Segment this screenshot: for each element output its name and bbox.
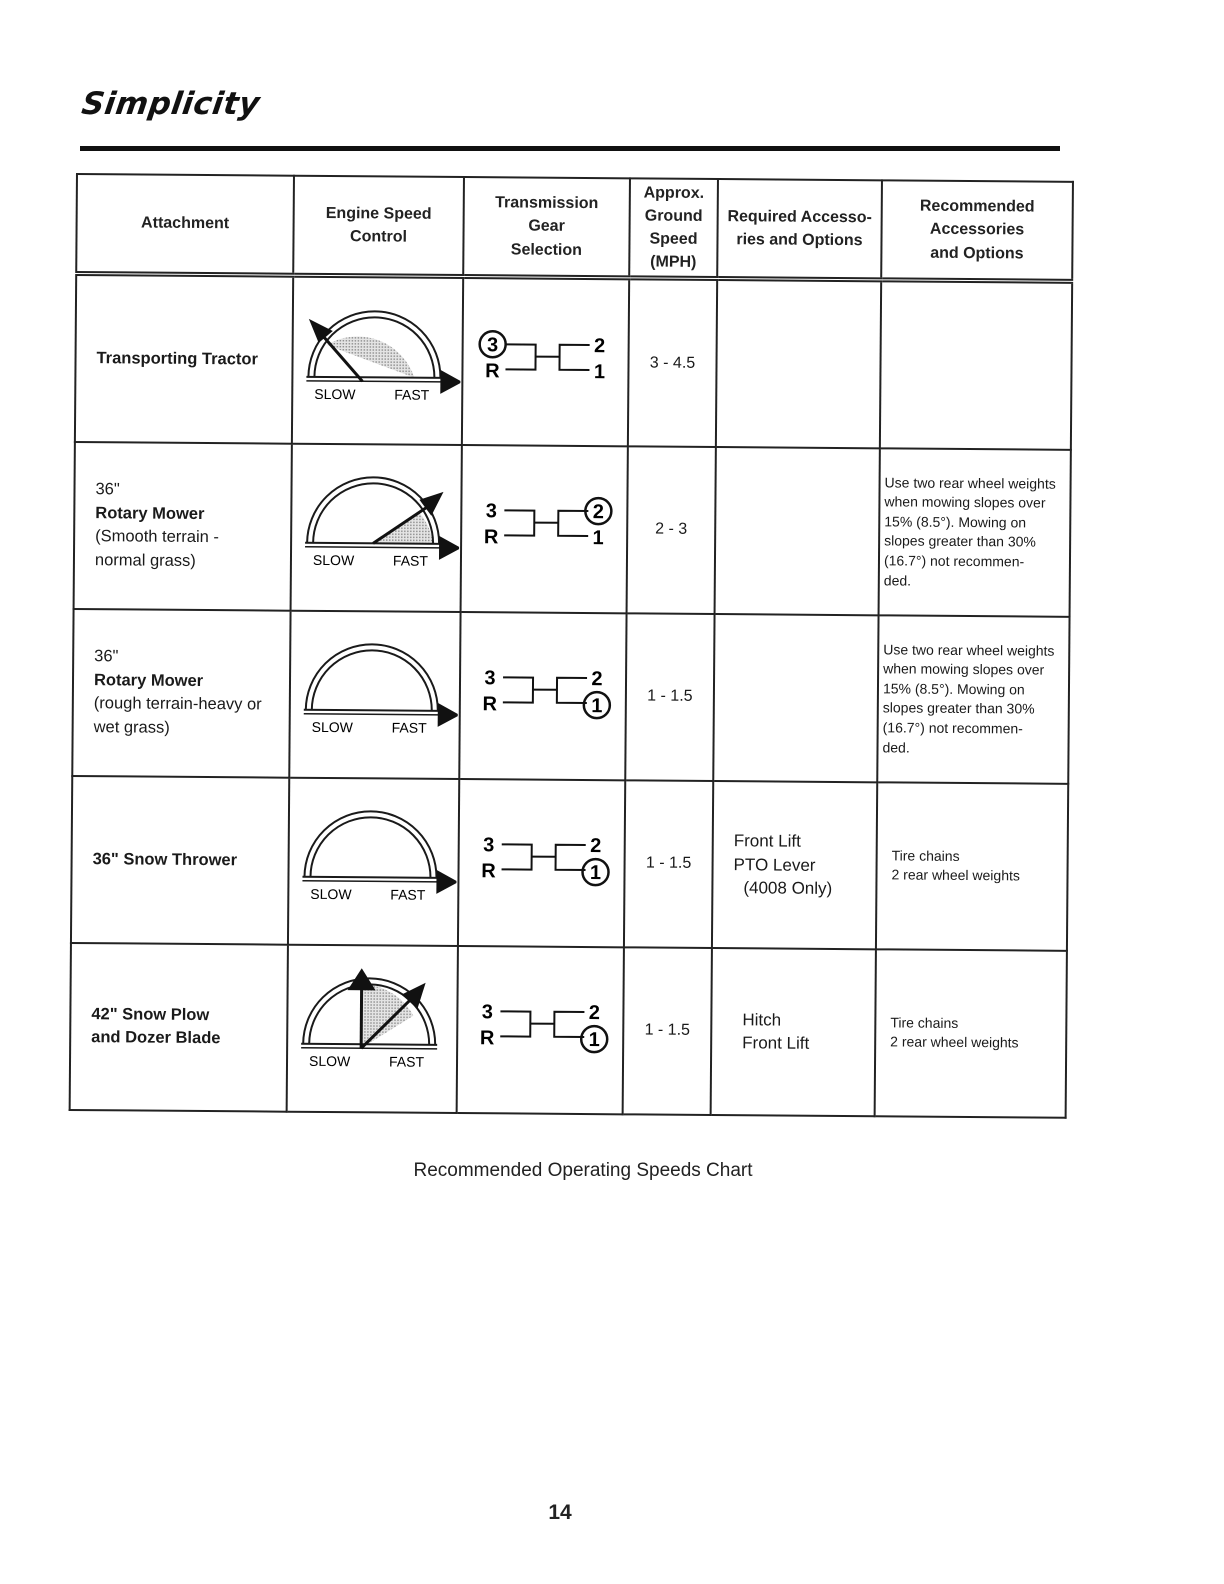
chart-caption: Recommended Operating Speeds Chart [413, 1160, 753, 1181]
table-row [72, 609, 1069, 784]
recommended-accessories-cell: Tire chains 2 rear wheel weights [875, 949, 1067, 1118]
attachment-cell: 36" Rotary Mower (Smooth terrain - normal grass) [74, 442, 292, 611]
page-number: 14 [548, 1501, 572, 1524]
required-accessories-cell [713, 614, 878, 782]
svg-text:FAST: FAST [388, 1053, 425, 1071]
required-accessories-cell: Hitch Front Lift [711, 948, 876, 1116]
recommended-accessories-cell [880, 280, 1072, 450]
svg-text:SLOW: SLOW [314, 385, 356, 402]
svg-text:FAST: FAST [390, 886, 426, 904]
svg-text:3: 3 [481, 1001, 494, 1024]
recommended-accessories-cell: Use two rear wheel weights when mowing slopes over 15% (8.5°). Mowing on slopes greater than 30% (16.7°) not recommen- ded. [879, 448, 1071, 616]
svg-text:2: 2 [594, 334, 606, 357]
svg-text:1: 1 [591, 695, 603, 718]
svg-text:3: 3 [487, 333, 499, 356]
gear-shift-diagram [462, 277, 629, 447]
svg-text:R: R [485, 359, 500, 382]
svg-text:3: 3 [484, 667, 496, 690]
gear-shift-diagram [461, 445, 628, 613]
gear-shift-diagram [458, 779, 625, 947]
ground-speed-cell: 1 - 1.5 [623, 947, 712, 1115]
attachment-cell: Transporting Tractor [75, 274, 293, 444]
header-row [76, 174, 1073, 281]
svg-text:SLOW: SLOW [308, 1053, 351, 1070]
attachment-cell: 36" Snow Thrower [71, 776, 289, 945]
svg-text:R: R [483, 526, 499, 549]
svg-text:2: 2 [590, 835, 602, 858]
ground-speed-cell: 1 - 1.5 [624, 780, 713, 948]
svg-text:FAST: FAST [391, 719, 427, 737]
header-attachment: Attachment [76, 174, 294, 275]
required-accessories-cell [716, 279, 881, 449]
header-gear-selection: Transmission Gear Selection [463, 177, 630, 278]
operating-speeds-table [69, 173, 1074, 1119]
recommended-accessories-cell: Use two rear wheel weights when mowing slopes over 15% (8.5°). Mowing on slopes greater than 30% (16.7°) not recommen- ded. [877, 615, 1069, 783]
svg-text:R: R [482, 693, 498, 716]
svg-text:R: R [479, 1027, 495, 1050]
header-ground-speed: Approx. Ground Speed (MPH) [629, 178, 718, 278]
svg-text:2: 2 [592, 501, 604, 524]
ground-speed-cell: 1 - 1.5 [625, 613, 714, 781]
svg-text:3: 3 [483, 834, 495, 857]
svg-text:SLOW: SLOW [311, 719, 353, 736]
svg-text:SLOW: SLOW [312, 552, 355, 569]
gear-shift-diagram [457, 946, 624, 1114]
svg-text:3: 3 [485, 500, 498, 523]
svg-text:2: 2 [588, 1002, 601, 1025]
svg-text:FAST: FAST [394, 386, 430, 403]
table-row [75, 274, 1072, 450]
header-required-accessories: Required Accesso- ries and Options [717, 179, 882, 280]
svg-text:1: 1 [589, 862, 602, 885]
engine-speed-dial [288, 778, 459, 946]
table-row [71, 776, 1068, 951]
gear-shift-diagram [459, 612, 626, 780]
table-row [74, 442, 1071, 617]
ground-speed-cell: 3 - 4.5 [628, 278, 717, 447]
header-recommended-accessories: Recommended Accessories and Options [881, 180, 1073, 281]
ground-speed-cell: 2 - 3 [627, 446, 716, 614]
svg-text:1: 1 [592, 527, 604, 550]
svg-text:FAST: FAST [392, 552, 429, 570]
svg-text:1: 1 [593, 360, 606, 383]
brand-logo: Simplicity [79, 86, 263, 122]
engine-speed-dial [291, 444, 462, 612]
svg-text:R: R [481, 860, 496, 883]
attachment-cell: 36" Rotary Mower (rough terrain-heavy or wet grass) [72, 609, 290, 778]
table-row [70, 943, 1067, 1118]
svg-text:2: 2 [591, 668, 603, 691]
recommended-accessories-cell: Tire chains 2 rear wheel weights [876, 782, 1068, 950]
header-engine-speed: Engine Speed Control [293, 176, 464, 277]
svg-text:SLOW: SLOW [310, 886, 352, 903]
required-accessories-cell: Front Lift PTO Lever (4008 Only) [712, 781, 877, 949]
engine-speed-dial [289, 611, 460, 779]
svg-text:1: 1 [588, 1029, 600, 1052]
attachment-cell: 42" Snow Plow and Dozer Blade [70, 943, 288, 1112]
engine-speed-dial [287, 945, 458, 1113]
engine-speed-dial [292, 275, 463, 445]
required-accessories-cell [715, 447, 880, 615]
header-rule [80, 146, 1060, 151]
